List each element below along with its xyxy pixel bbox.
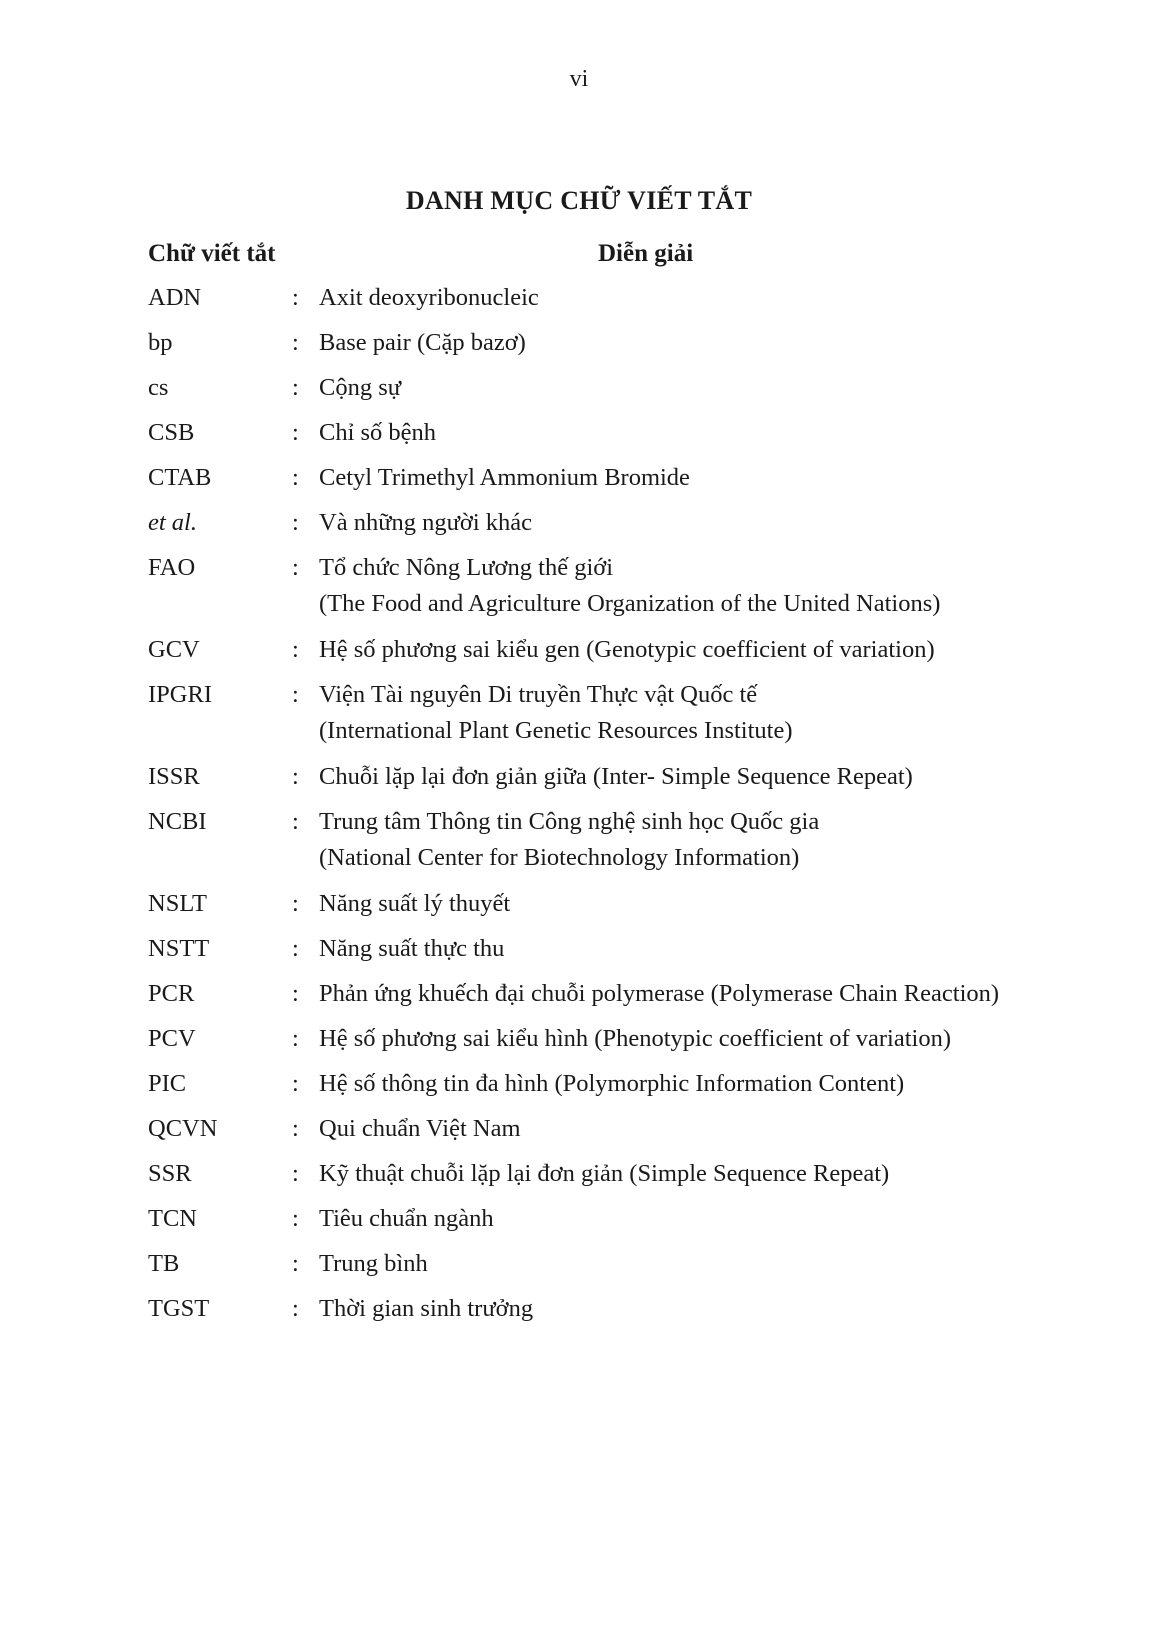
meaning-line-english: (International Plant Genetic Resources Institute) xyxy=(319,717,793,744)
page-title: DANH MỤC CHỮ VIẾT TẮT xyxy=(405,186,753,215)
separator-colon: : xyxy=(292,329,299,356)
meaning-line: Hệ số phương sai kiểu hình (Phenotypic coefficient of variation) xyxy=(319,1025,951,1052)
abbreviation-meaning xyxy=(319,1023,1108,1055)
abbreviation-entry xyxy=(148,1068,1108,1100)
meaning-line: Tổ chức Nông Lương thế giới xyxy=(319,554,614,581)
separator-colon: : xyxy=(292,419,299,446)
header-abbreviation: Chữ viết tắt xyxy=(148,240,276,267)
abbreviation-meaning xyxy=(319,1068,1108,1100)
page-number: vi xyxy=(569,66,589,92)
abbreviation-meaning xyxy=(319,462,1108,494)
abbreviation-meaning xyxy=(319,679,1108,747)
abbreviation-term: PIC xyxy=(148,1070,187,1097)
meaning-line: Hệ số thông tin đa hình (Polymorphic Information Content) xyxy=(319,1070,905,1097)
abbreviation-entry xyxy=(148,327,1108,359)
separator-colon: : xyxy=(292,1025,299,1052)
meaning-line: Chuỗi lặp lại đơn giản giữa (Inter- Simple Sequence Repeat) xyxy=(319,763,913,790)
abbreviation-term: TCN xyxy=(148,1205,197,1232)
abbreviation-meaning xyxy=(319,552,1108,620)
abbreviation-entry xyxy=(148,634,1108,666)
abbreviation-term: IPGRI xyxy=(148,681,212,708)
abbreviation-meaning xyxy=(319,1158,1108,1190)
header-meaning: Diễn giải xyxy=(598,240,694,267)
abbreviation-term: TB xyxy=(148,1250,180,1277)
abbreviation-meaning xyxy=(319,933,1108,965)
separator-colon: : xyxy=(292,1295,299,1322)
abbreviation-meaning xyxy=(319,978,1108,1010)
separator-colon: : xyxy=(292,935,299,962)
separator-colon: : xyxy=(292,763,299,790)
abbreviation-entry xyxy=(148,1158,1108,1190)
abbreviation-entry xyxy=(148,933,1108,965)
abbreviation-term: ADN xyxy=(148,284,202,311)
abbreviation-entry xyxy=(148,552,1108,620)
abbreviation-entry xyxy=(148,1293,1108,1325)
separator-colon: : xyxy=(292,808,299,835)
abbreviation-entry xyxy=(148,1203,1108,1235)
meaning-line: Axit deoxyribonucleic xyxy=(319,284,539,311)
abbreviation-term: CSB xyxy=(148,419,195,446)
meaning-line: Trung bình xyxy=(319,1250,428,1277)
abbreviation-meaning xyxy=(319,634,1108,666)
separator-colon: : xyxy=(292,284,299,311)
meaning-line: Tiêu chuẩn ngành xyxy=(319,1205,494,1232)
abbreviation-entry xyxy=(148,888,1108,920)
abbreviation-entry xyxy=(148,372,1108,404)
abbreviation-entry xyxy=(148,282,1108,314)
abbreviation-entry xyxy=(148,806,1108,874)
meaning-line: Qui chuẩn Việt Nam xyxy=(319,1115,521,1142)
abbreviation-meaning xyxy=(319,1293,1108,1325)
abbreviation-meaning xyxy=(319,806,1108,874)
meaning-line: Cetyl Trimethyl Ammonium Bromide xyxy=(319,464,690,491)
meaning-line: Thời gian sinh trưởng xyxy=(319,1295,534,1322)
separator-colon: : xyxy=(292,1070,299,1097)
table-header xyxy=(148,240,1108,274)
meaning-line-english: (National Center for Biotechnology Information) xyxy=(319,844,800,871)
abbreviation-entry xyxy=(148,462,1108,494)
abbreviation-term: NSLT xyxy=(148,890,208,917)
abbreviation-meaning xyxy=(319,327,1108,359)
meaning-line: Base pair (Cặp bazơ) xyxy=(319,329,526,356)
meaning-line: Hệ số phương sai kiểu gen (Genotypic coefficient of variation) xyxy=(319,636,935,663)
abbreviation-term: SSR xyxy=(148,1160,192,1187)
separator-colon: : xyxy=(292,980,299,1007)
abbreviation-entry xyxy=(148,1248,1108,1280)
abbreviation-term: NSTT xyxy=(148,935,210,962)
abbreviation-term: FAO xyxy=(148,554,196,581)
abbreviation-entry xyxy=(148,978,1108,1010)
abbreviation-meaning xyxy=(319,1113,1108,1145)
abbreviation-term: CTAB xyxy=(148,464,212,491)
abbreviation-list xyxy=(148,282,1108,1338)
abbreviation-meaning xyxy=(319,282,1108,314)
abbreviation-term: cs xyxy=(148,374,169,401)
abbreviation-entry xyxy=(148,679,1108,747)
abbreviation-entry xyxy=(148,761,1108,793)
separator-colon: : xyxy=(292,681,299,708)
separator-colon: : xyxy=(292,636,299,663)
meaning-line: Trung tâm Thông tin Công nghệ sinh học Quốc gia xyxy=(319,808,820,835)
abbreviation-meaning xyxy=(319,761,1108,793)
abbreviation-entry xyxy=(148,1023,1108,1055)
meaning-line: Năng suất thực thu xyxy=(319,935,505,962)
meaning-line: Cộng sự xyxy=(319,374,402,401)
abbreviation-entry xyxy=(148,1113,1108,1145)
separator-colon: : xyxy=(292,890,299,917)
abbreviation-term: PCR xyxy=(148,980,195,1007)
separator-colon: : xyxy=(292,374,299,401)
abbreviation-meaning xyxy=(319,1248,1108,1280)
meaning-line-english: (The Food and Agriculture Organization of the United Nations) xyxy=(319,590,941,617)
meaning-line: Chỉ số bệnh xyxy=(319,419,437,446)
abbreviation-meaning xyxy=(319,417,1108,449)
abbreviation-term: TGST xyxy=(148,1295,210,1322)
abbreviation-term: NCBI xyxy=(148,808,207,835)
separator-colon: : xyxy=(292,464,299,491)
meaning-line: Phản ứng khuếch đại chuỗi polymerase (Polymerase Chain Reaction) xyxy=(319,980,1000,1007)
separator-colon: : xyxy=(292,1205,299,1232)
separator-colon: : xyxy=(292,1115,299,1142)
separator-colon: : xyxy=(292,1160,299,1187)
separator-colon: : xyxy=(292,554,299,581)
abbreviation-term: bp xyxy=(148,329,173,356)
abbreviation-meaning xyxy=(319,888,1108,920)
abbreviation-term: et al. xyxy=(148,509,197,536)
abbreviation-term: PCV xyxy=(148,1025,196,1052)
abbreviation-entry xyxy=(148,417,1108,449)
abbreviation-entry xyxy=(148,507,1108,539)
meaning-line: Viện Tài nguyên Di truyền Thực vật Quốc tế xyxy=(319,681,758,708)
abbreviation-term: ISSR xyxy=(148,763,200,790)
meaning-line: Và những người khác xyxy=(319,509,533,536)
abbreviation-meaning xyxy=(319,507,1108,539)
meaning-line: Năng suất lý thuyết xyxy=(319,890,511,917)
abbreviation-term: GCV xyxy=(148,636,200,663)
abbreviation-term: QCVN xyxy=(148,1115,218,1142)
separator-colon: : xyxy=(292,509,299,536)
meaning-line: Kỹ thuật chuỗi lặp lại đơn giản (Simple Sequence Repeat) xyxy=(319,1160,890,1187)
separator-colon: : xyxy=(292,1250,299,1277)
abbreviation-meaning xyxy=(319,372,1108,404)
abbreviation-meaning xyxy=(319,1203,1108,1235)
